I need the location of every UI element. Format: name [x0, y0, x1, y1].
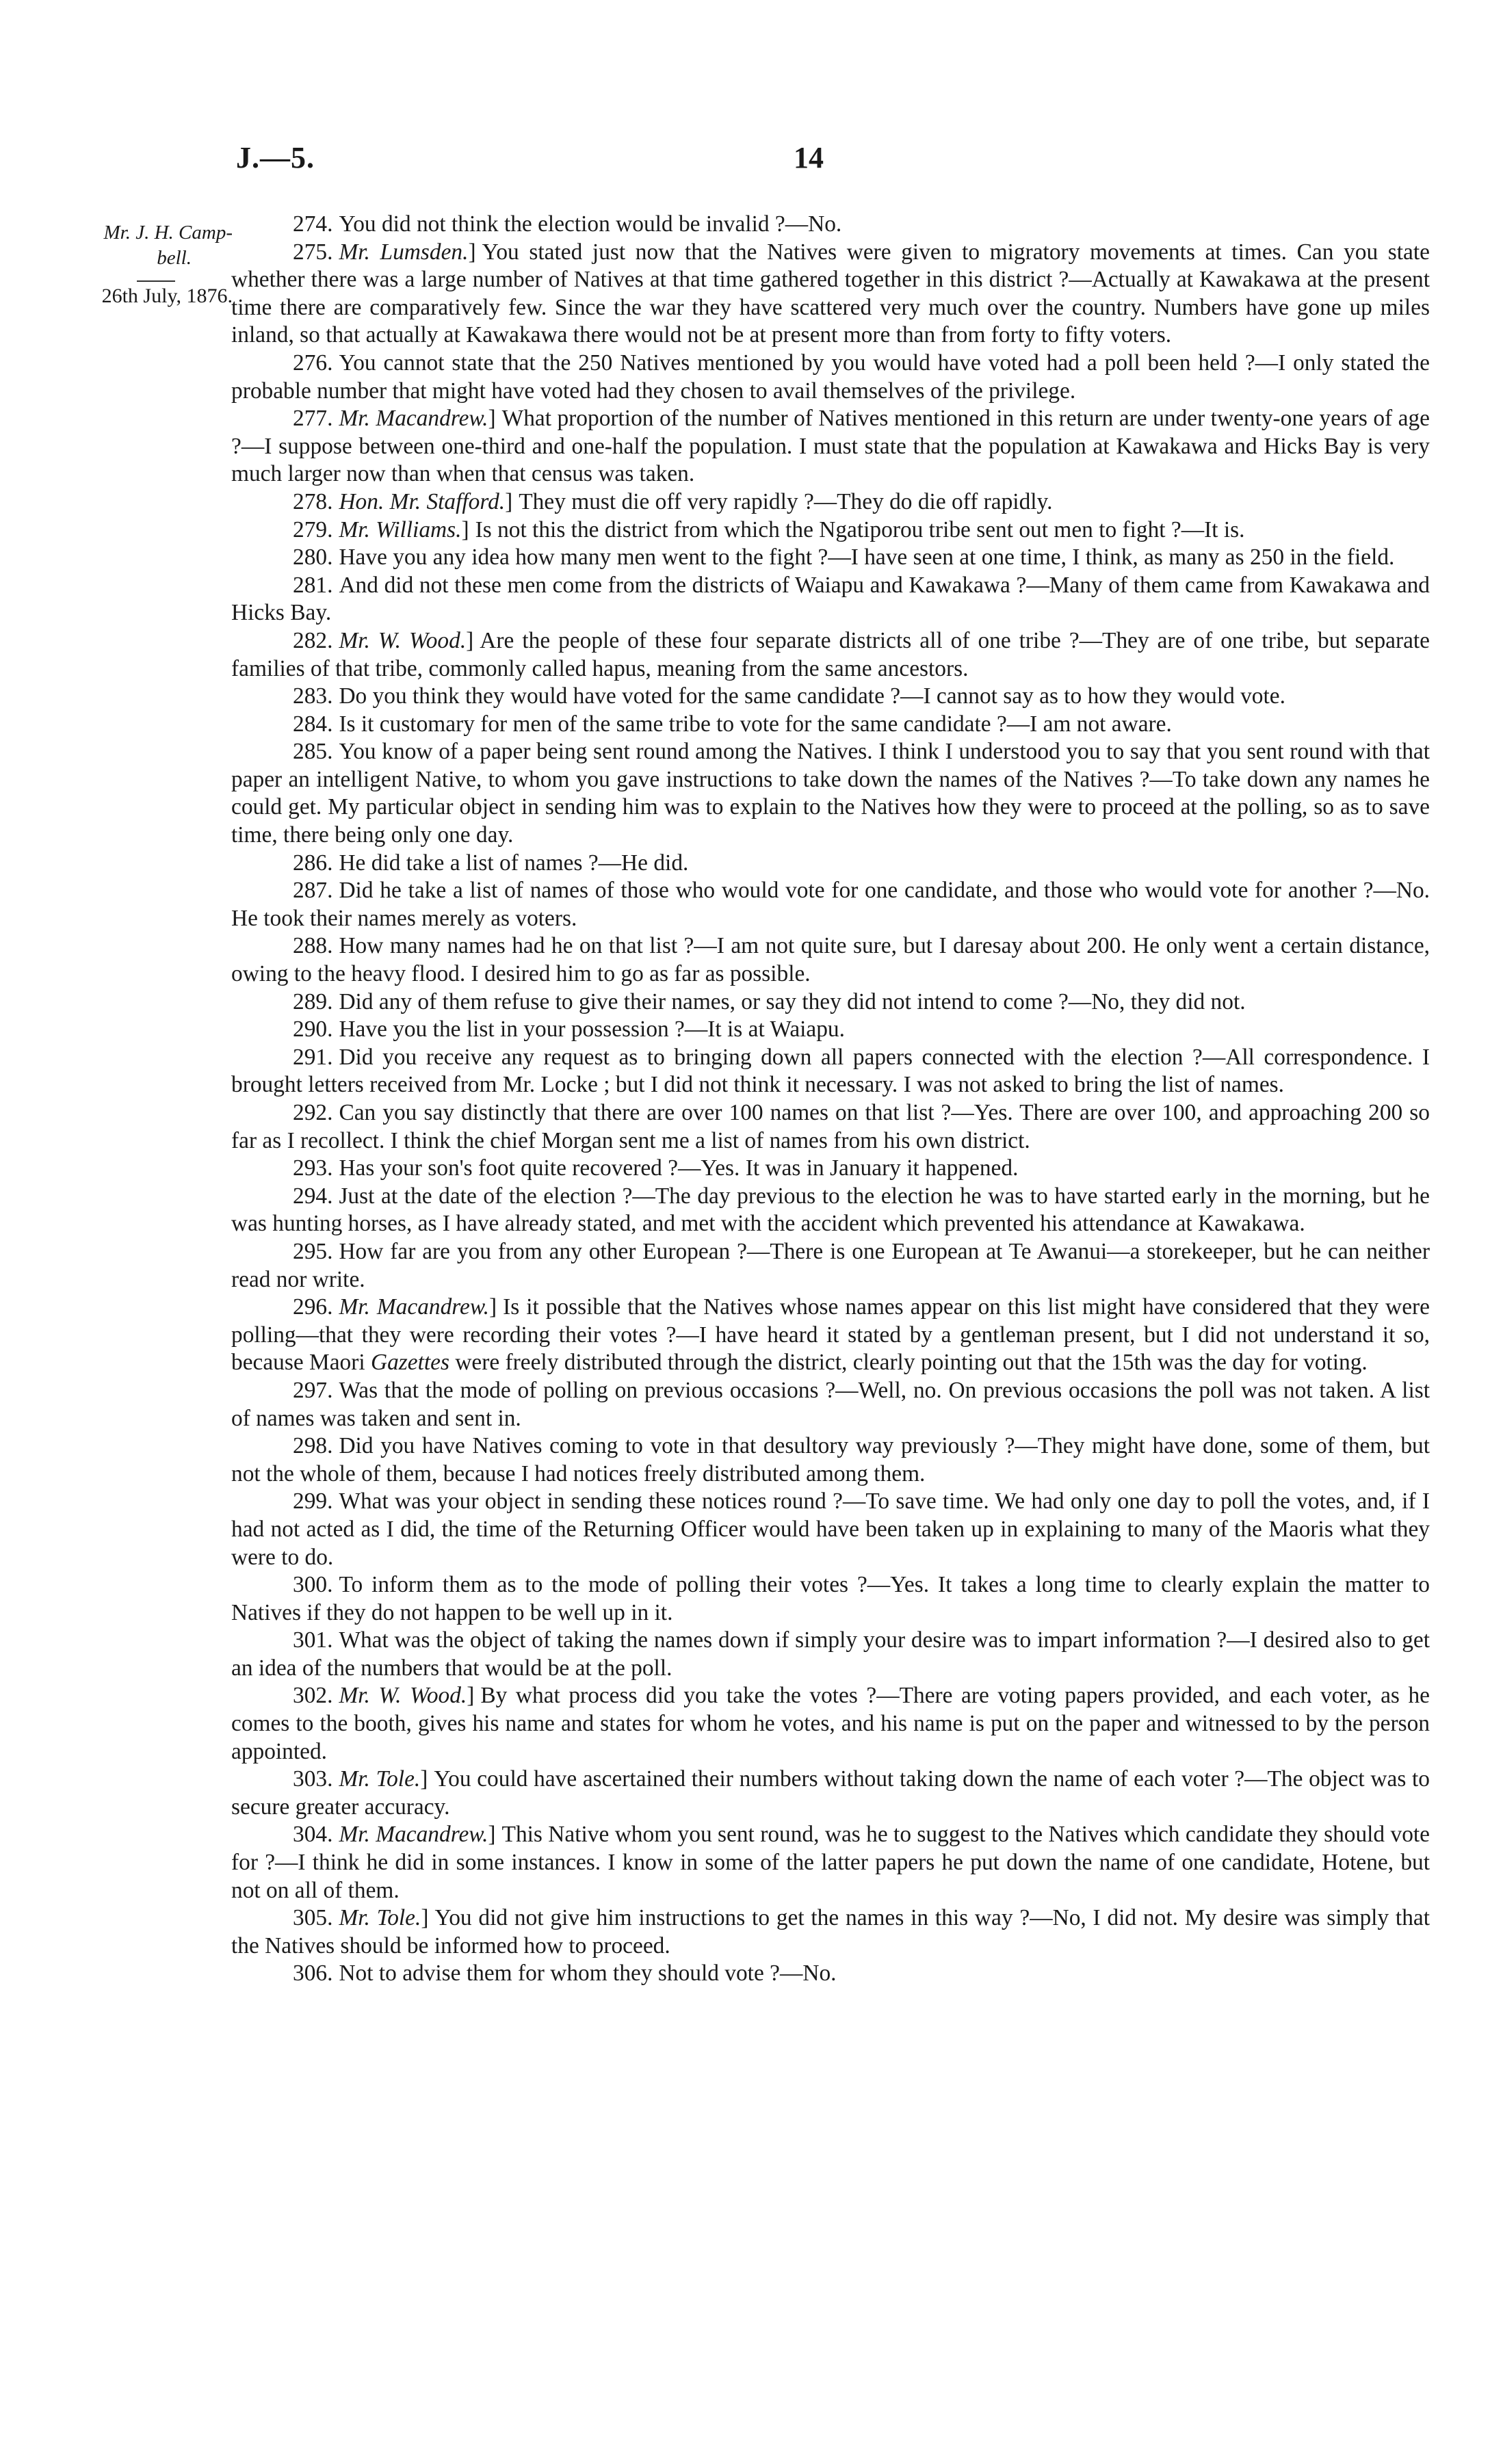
question-entry — [231, 350, 1430, 405]
question-entry — [231, 1294, 1430, 1377]
question-entry — [231, 1155, 1430, 1183]
question-number: 287. — [293, 878, 333, 904]
question-number: 298. — [293, 1433, 333, 1459]
question-number: 296. — [293, 1294, 333, 1320]
question-number: 304. — [293, 1822, 333, 1848]
speaker-bracket: ] — [489, 1294, 497, 1320]
question-entry — [231, 1238, 1430, 1294]
question-entry — [231, 1627, 1430, 1682]
question-text: They must die off very rapidly ?—They do die off rapidly. — [519, 488, 1053, 514]
speaker-name: Hon. Mr. Stafford. — [339, 488, 506, 514]
speaker-bracket: ] — [468, 239, 476, 265]
speaker-name: Mr. Williams. — [339, 516, 462, 542]
question-entry — [231, 1960, 1430, 1988]
question-number: 281. — [293, 572, 333, 598]
question-number: 305. — [293, 1905, 333, 1931]
question-number: 286. — [293, 850, 333, 876]
question-text: Was that the mode of polling on previous occasions ?—Well, no. On previous occasions the poll was not taken. A list of names was taken and sent in. — [231, 1377, 1430, 1431]
hearing-date: 26th July, 1876. — [101, 285, 233, 307]
question-text: Is it customary for men of the same tribe to vote for the same candidate ?—I am not aware. — [339, 711, 1172, 737]
question-entry — [231, 516, 1430, 545]
question-number: 288. — [293, 933, 333, 959]
question-number: 277. — [293, 406, 333, 432]
question-number: 283. — [293, 683, 333, 709]
speaker-name: Mr. Lumsden. — [339, 239, 469, 265]
speaker-name: Mr. W. Wood. — [339, 1683, 467, 1709]
page-number: 14 — [794, 141, 824, 174]
speaker-name: Mr. W. Wood. — [339, 627, 467, 653]
question-entry — [231, 211, 1430, 239]
question-entry — [231, 683, 1430, 711]
question-text: He did take a list of names ?—He did. — [339, 850, 689, 876]
question-number: 299. — [293, 1489, 333, 1515]
question-entry — [231, 544, 1430, 572]
question-number: 301. — [293, 1627, 333, 1653]
document-reference: J.—5. — [236, 141, 315, 174]
speaker-bracket: ] — [488, 1822, 496, 1848]
question-number: 292. — [293, 1100, 333, 1125]
question-text: Has your son's foot quite recovered ?—Yes. It was in January it happened. — [339, 1155, 1019, 1181]
question-text: Are the people of these four separate districts all of one tribe ?—They are of one tribe, but separate families of that tribe, commonly called hapus, meaning from the same ancestors. — [231, 627, 1430, 681]
question-entry — [231, 738, 1430, 849]
question-number: 294. — [293, 1183, 333, 1209]
question-entry — [231, 1377, 1430, 1432]
question-text: What was your object in sending these notices round ?—To save time. We had only one day to poll the votes, and, if I had not acted as I did, the time of the Returning Officer would have been taken up in explaining to many of the Maoris what they were to do. — [231, 1489, 1430, 1570]
evidence-body — [231, 211, 1430, 1988]
question-entry — [231, 711, 1430, 739]
question-text: To inform them as to the mode of polling their votes ?—Yes. It takes a long time to clearly explain the matter to Natives if they do not happen to be well up in it. — [231, 1572, 1430, 1625]
speaker-name: Mr. Macandrew. — [339, 1822, 488, 1848]
question-number: 279. — [293, 516, 333, 542]
question-entry — [231, 1571, 1430, 1627]
question-text: You did not give him instructions to get the names in this way ?—No, I did not. My desire was simply that the Natives should be informed how to proceed. — [231, 1905, 1430, 1958]
question-number: 278. — [293, 488, 333, 514]
question-number: 295. — [293, 1238, 333, 1264]
speaker-bracket: ] — [461, 516, 469, 542]
margin-note — [48, 220, 233, 309]
question-text: Did you have Natives coming to vote in that desultory way previously ?—They might have done, some of them, but not the whole of them, because I had notices freely distributed among them. — [231, 1433, 1430, 1486]
question-entry — [231, 932, 1430, 988]
question-text: Is it possible that the Natives whose names appear on this list might have considered that they were polling—that they were recording their votes ?—I have heard it stated by a gentleman present, but I did not understand it so, because Maori Gazettes were freely distributed through the district, clearly pointing out that the 15th was the day for voting. — [231, 1294, 1430, 1376]
question-number: 302. — [293, 1683, 333, 1709]
question-number: 300. — [293, 1572, 333, 1598]
speaker-name: Mr. Macandrew. — [339, 1294, 490, 1320]
page-header — [0, 140, 1503, 181]
question-entry — [231, 1016, 1430, 1044]
question-number: 293. — [293, 1155, 333, 1181]
question-number: 289. — [293, 988, 333, 1014]
question-number: 275. — [293, 239, 333, 265]
speaker-bracket: ] — [467, 1683, 475, 1709]
speaker-bracket: ] — [505, 488, 513, 514]
question-entry — [231, 877, 1430, 932]
question-entry — [231, 1183, 1430, 1238]
question-number: 291. — [293, 1044, 333, 1070]
question-number: 274. — [293, 211, 333, 237]
italic-title: Gazettes — [370, 1350, 449, 1376]
speaker-name: Mr. Tole. — [339, 1905, 421, 1931]
question-text: Did he take a list of names of those who would vote for one candidate, and those who would vote for another ?—No. He took their names merely as voters. — [231, 878, 1430, 931]
question-text: Have you any idea how many men went to the fight ?—I have seen at one time, I think, as many as 250 in the field. — [339, 545, 1395, 571]
question-text: Did you receive any request as to bringing down all papers connected with the election ?—All correspondence. I brought letters received from Mr. Locke ; but I did not think it necessary. I was not asked to bring the list of names. — [231, 1044, 1430, 1098]
question-entry — [231, 1682, 1430, 1766]
question-number: 306. — [293, 1961, 333, 1987]
question-text: This Native whom you sent round, was he to suggest to the Natives which candidate they should vote for ?—I think he did in some instances. I know in some of the latter papers he put down the name of one candidate, Hotene, but not on all of them. — [231, 1822, 1430, 1903]
question-text: Do you think they would have voted for the same candidate ?—I cannot say as to how they would vote. — [339, 683, 1285, 709]
question-text: Not to advise them for whom they should vote ?—No. — [339, 1961, 837, 1987]
witness-name-line2: bell. — [157, 247, 192, 269]
question-entry — [231, 1904, 1430, 1960]
question-entry — [231, 1099, 1430, 1155]
question-number: 280. — [293, 545, 333, 571]
speaker-bracket: ] — [420, 1766, 428, 1792]
witness-name — [48, 220, 233, 271]
question-entry — [231, 1488, 1430, 1571]
question-entry — [231, 1044, 1430, 1099]
question-entry — [231, 405, 1430, 488]
question-entry — [231, 627, 1430, 683]
margin-divider — [137, 280, 175, 282]
question-text: Have you the list in your possession ?—It is at Waiapu. — [339, 1017, 845, 1043]
question-number: 276. — [293, 350, 333, 376]
question-text: You stated just now that the Natives were given to migratory movements at times. Can you state whether there was a large number of Natives at that time gathered together in this district ?—Actually at Kawakawa at the present time there are comparatively few. Since the war they have scattered very much over the country. Numbers have gone up miles inland, so that actually at Kawakawa there would not be at present more than from forty to fifty voters. — [231, 239, 1430, 348]
question-entry — [231, 488, 1430, 516]
question-number: 285. — [293, 739, 333, 765]
question-number: 290. — [293, 1017, 333, 1043]
question-text: Just at the date of the election ?—The day previous to the election he was to have started early in the morning, but he was hunting horses, as I have already stated, and met with the accident which prevented his attendance at Kawakawa. — [231, 1183, 1430, 1237]
speaker-bracket: ] — [421, 1905, 429, 1931]
question-text: Did any of them refuse to give their names, or say they did not intend to come ?—No, they did not. — [339, 988, 1246, 1014]
question-number: 284. — [293, 711, 333, 737]
witness-name-line1: Mr. J. H. Camp- — [103, 222, 233, 244]
question-text: You cannot state that the 250 Natives mentioned by you would have voted had a poll been held ?—I only stated the probable number that might have voted had they chosen to avail themselves of the privilege. — [231, 350, 1430, 404]
question-entry — [231, 988, 1430, 1017]
question-text: By what process did you take the votes ?—There are voting papers provided, and each voter, as he comes to the booth, gives his name and states for whom he votes, and his name is put on the paper and witnessed to by the person appointed. — [231, 1683, 1430, 1764]
question-entry — [231, 572, 1430, 627]
question-entry — [231, 1766, 1430, 1821]
question-text: Can you say distinctly that there are over 100 names on that list ?—Yes. There are over 100, and approaching 200 so far as I recollect. I think the chief Morgan sent me a list of names from his own district. — [231, 1100, 1430, 1153]
question-text: Is not this the district from which the Ngatiporou tribe sent out men to fight ?—It is. — [475, 516, 1245, 542]
question-number: 303. — [293, 1766, 333, 1792]
speaker-bracket: ] — [488, 406, 496, 432]
question-text: You did not think the election would be invalid ?—No. — [339, 211, 842, 237]
speaker-name: Mr. Tole. — [339, 1766, 421, 1792]
question-entry — [231, 850, 1430, 878]
question-entry — [231, 1432, 1430, 1488]
question-text: And did not these men come from the districts of Waiapu and Kawakawa ?—Many of them came from Kawakawa and Hicks Bay. — [231, 572, 1430, 626]
question-text: How far are you from any other European ?—There is one European at Te Awanui—a storekeeper, but he can neither read nor write. — [231, 1238, 1430, 1292]
speaker-bracket: ] — [466, 627, 474, 653]
question-number: 297. — [293, 1377, 333, 1403]
question-text: You could have ascertained their numbers without taking down the name of each voter ?—The object was to secure greater accuracy. — [231, 1766, 1430, 1820]
question-text: What was the object of taking the names down if simply your desire was to impart information ?—I desired also to get an idea of the numbers that would be at the poll. — [231, 1627, 1430, 1681]
speaker-name: Mr. Macandrew. — [339, 406, 488, 432]
question-entry — [231, 239, 1430, 350]
question-text: How many names had he on that list ?—I am not quite sure, but I daresay about 200. He only went a certain distance, owing to the heavy flood. I desired him to go as far as possible. — [231, 933, 1430, 987]
question-text: You know of a paper being sent round among the Natives. I think I understood you to say that you sent round with that paper an intelligent Native, to whom you gave instructions to take down the names of the Natives ?—To take down any names he could get. My particular object in sending him was to explain to the Natives how they were to proceed at the polling, so as to save time, there being only one day. — [231, 739, 1430, 848]
question-entry — [231, 1821, 1430, 1904]
question-number: 282. — [293, 627, 333, 653]
question-text: What proportion of the number of Natives mentioned in this return are under twenty-one years of age ?—I suppose between one-third and one-half the population. I must state that the population at Kawakawa and Hicks Bay is very much larger now than when that census was taken. — [231, 406, 1430, 487]
